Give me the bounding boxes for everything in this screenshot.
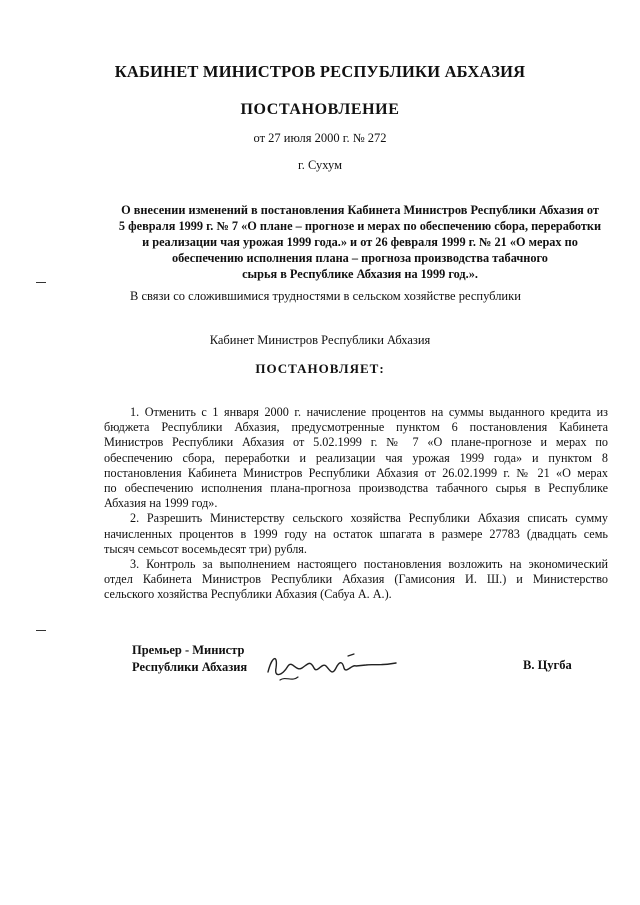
organization-title: КАБИНЕТ МИНИСТРОВ РЕСПУБЛИКИ АБХАЗИЯ [114, 62, 526, 81]
subject-line: обеспечению исполнения плана – прогноза производства табачного [172, 251, 548, 265]
signatory-title-line: Республики Абхазия [132, 660, 248, 674]
body-line: 3. Контроль за выполнением настоящего постановления возложить на экономический [130, 557, 608, 572]
body-line: тысяч семьсот восемьдесят три) рубля. [104, 541, 307, 556]
body-line: отдел Кабинета Министров Республики Абхазия (Гамисония И. Ш.) и Министерство [104, 572, 608, 587]
document-subject [100, 202, 620, 282]
preamble: В связи со сложившимися трудностями в сельском хозяйстве республики [130, 289, 521, 303]
body-line: постановления Кабинета Министров Республики Абхазия от 26.02.1999 г. № 21 «О мерах [104, 465, 608, 480]
body-line: сельского хозяйства Республики Абхазия (Сабуа А. А.). [104, 587, 392, 602]
scan-margin-mark [36, 282, 46, 283]
body-line: обеспечению сбора, переработки и реализации чая урожая 1999 года» и пунктом 8 [104, 450, 608, 465]
resolution-body [104, 405, 608, 603]
body-line: Абхазия на 1999 год». [104, 496, 218, 511]
scan-margin-mark [36, 630, 46, 631]
body-line: бюджета Республики Абхазия, предусмотренные пунктом 6 постановления Кабинета [104, 420, 608, 435]
document-city: г. Сухум [297, 158, 342, 172]
document-date-number: от 27 июля 2000 г. № 272 [253, 131, 387, 145]
body-line: Министров Республики Абхазия от 5.02.1999 г. № 7 «О плане-прогнозе и мерах по [104, 435, 608, 450]
body-line: начисленных процентов в 1999 году на остаток шпагата в размере 27783 (двадцать семь [104, 526, 608, 541]
body-line: 1. Отменить с 1 января 2000 г. начисление процентов на суммы выданного кредита из [130, 405, 608, 419]
signatory-name: В. Цугба [523, 658, 572, 672]
document-type: ПОСТАНОВЛЕНИЕ [240, 101, 400, 118]
resolution-authority: Кабинет Министров Республики Абхазия [209, 333, 431, 347]
body-line: 2. Разрешить Министерству сельского хозяйства Республики Абхазия списать сумму [130, 511, 608, 526]
signatory-title [132, 642, 247, 676]
subject-line: сырья в Республике Абхазия на 1999 год.». [242, 267, 478, 281]
handwritten-signature [262, 646, 402, 691]
subject-line: 5 февраля 1999 г. № 7 «О плане – прогнозе и мерах по обеспечению сбора, переработки [118, 219, 602, 233]
resolution-verb: ПОСТАНОВЛЯЕТ: [255, 361, 385, 376]
subject-line: О внесении изменений в постановления Кабинета Министров Республики Абхазия от [121, 203, 599, 217]
subject-line: и реализации чая урожая 1999 года.» и от 26 февраля 1999 г. № 21 «О мерах по [142, 235, 578, 249]
signatory-title-line: Премьер - Министр [132, 643, 245, 657]
body-line: по обеспечению исполнения плана-прогноза производства табачного сырья в Республике [104, 481, 608, 496]
